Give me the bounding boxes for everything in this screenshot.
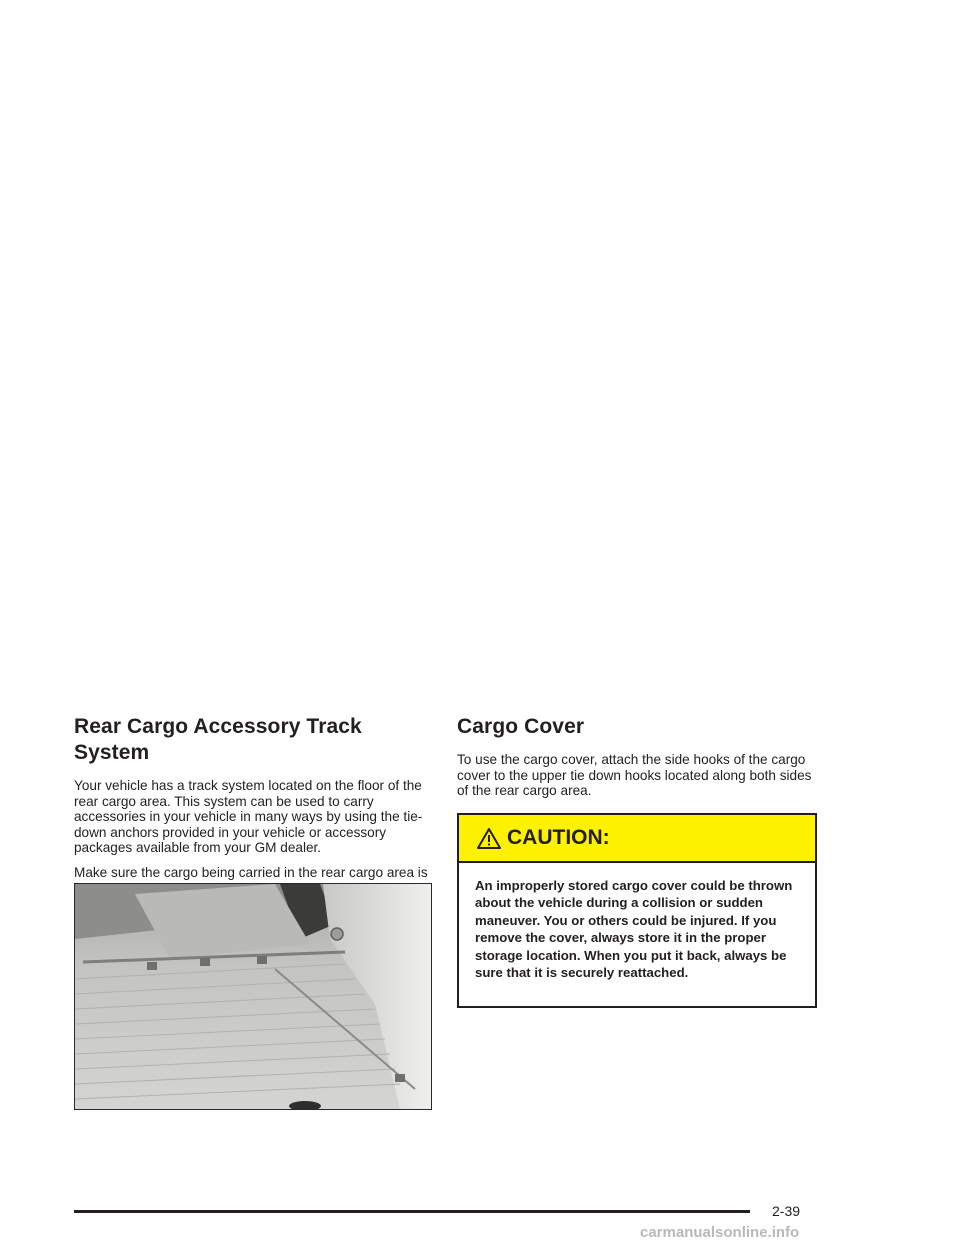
watermark: carmanualsonline.info [640, 1224, 800, 1241]
warning-triangle-icon [477, 827, 501, 849]
left-column [74, 714, 434, 905]
track-system-paragraph-1: Your vehicle has a track system located on the floor of the rear cargo area. This system can be used to carry accessories in your vehicle in many ways by using the tie-down anchors provided in your vehicle or accessory packages available from your GM dealer. [74, 778, 423, 856]
cargo-cover-paragraph: To use the cargo cover, attach the side hooks of the cargo cover to the upper tie down hooks located along both sides of the rear cargo area. [457, 752, 812, 799]
page-number: 2-39 [772, 1203, 801, 1219]
track-system-paragraph-2: Make sure the cargo being carried in the rear cargo area is [74, 865, 434, 896]
footer-rule [74, 1210, 750, 1213]
caution-title: CAUTION: [507, 826, 610, 849]
section-title-cargo-cover: Cargo Cover [457, 715, 585, 738]
caution-box [457, 813, 817, 1008]
cargo-floor-track-photo [74, 883, 432, 1110]
section-title-track-system: Rear Cargo Accessory Track System [74, 715, 362, 764]
caution-text: An improperly stored cargo cover could be thrown about the vehicle during a collision or sudden maneuver. You or others could be injured. If you remove the cover, always store it in the proper storage location. When you put it back, always be sure that it is securely reattached. [475, 878, 793, 981]
caution-header [459, 815, 815, 863]
right-column [457, 714, 817, 808]
